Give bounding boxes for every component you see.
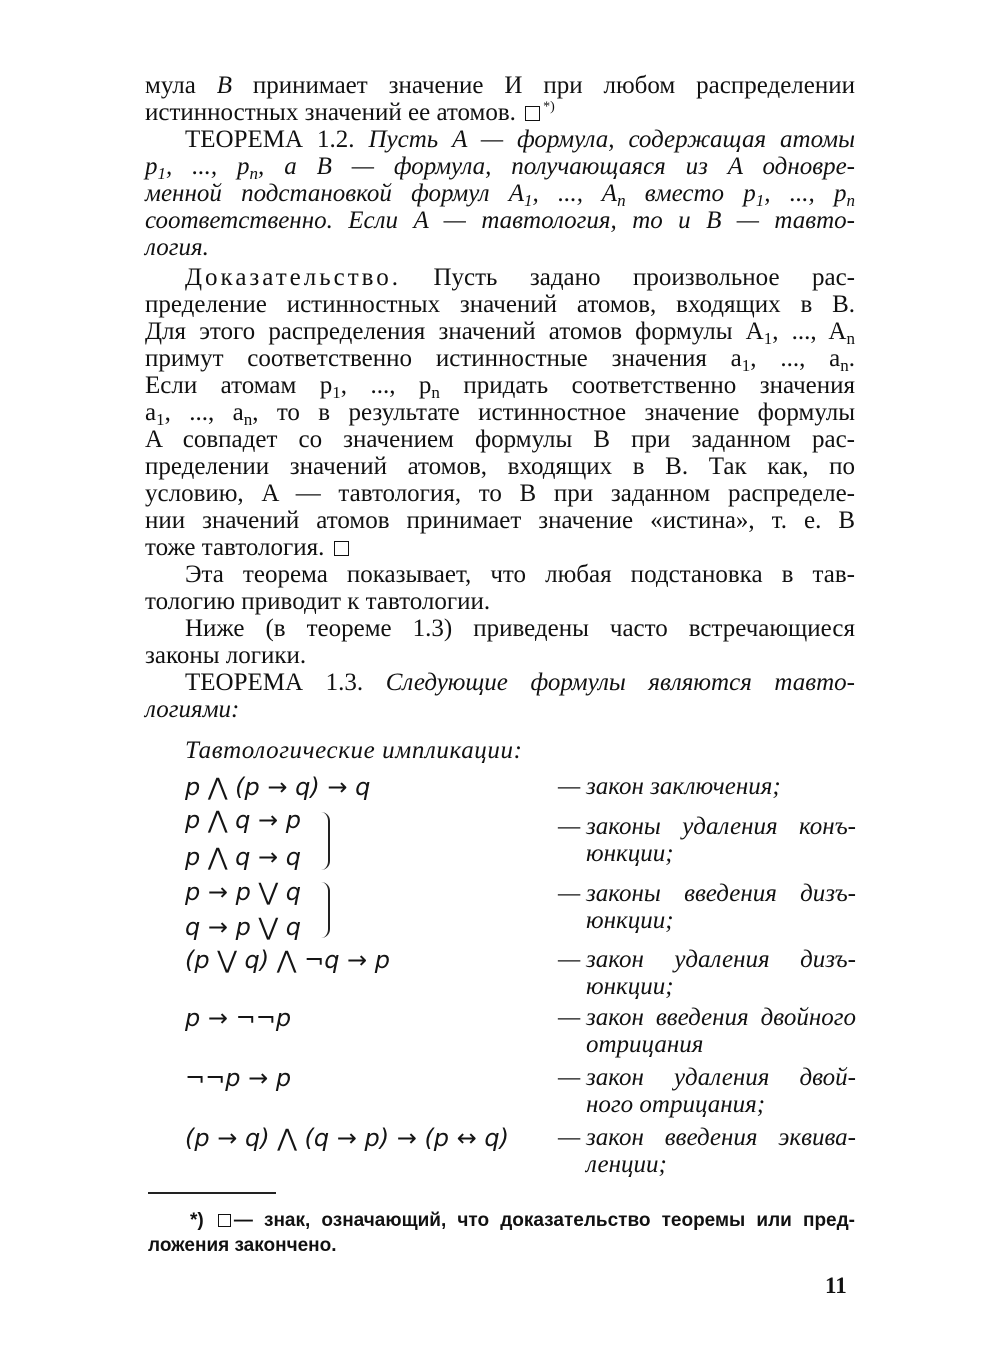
text-line-14: A совпадет со значением формулы B при заданном рас-	[145, 426, 855, 453]
formula-disj-elim: (p ⋁ q) ⋀ ¬q → p	[185, 946, 391, 974]
text-line-12: Если атомам $p_1$, ..., $p_n$ придать соответственно значения	[145, 372, 856, 402]
text-line-4: $p_1$, ..., $p_n$, а B — формула, получающаяся из A одновре-	[145, 153, 855, 183]
section-heading: Тавтологические импликации:	[185, 737, 523, 764]
text-line-16: условию, A — тавтология, то B при заданном распределе-	[145, 480, 855, 507]
text-line-7: логия.	[145, 234, 209, 261]
formula-equiv-intro: (p → q) ⋀ (q → p) → (p ↔ q)	[185, 1124, 509, 1152]
text-line-11: примут соответственно истинностные значения $a_1$, ..., $a_n$.	[145, 345, 855, 375]
formula-modus-ponens: p ⋀ (p → q) → q	[185, 773, 371, 801]
law-disj-elim: — закон удаления дизъ- юнкции;	[558, 946, 856, 1000]
text-line-10: Для этого распределения значений атомов формулы $A_1$, ..., $A_n$	[145, 318, 855, 348]
formula-conj-elim-2: p ⋀ q → q	[185, 843, 302, 871]
text-line-19: Эта теорема показывает, что любая подстановка в тав-	[185, 561, 855, 588]
formula-disj-intro-1: p → p ⋁ q	[185, 878, 302, 906]
law-modus-ponens: — закон заключения;	[558, 773, 781, 800]
qed-box-icon	[218, 1214, 231, 1227]
text-line-24: логиями:	[145, 696, 240, 723]
text-line-6: соответственно. Если A — тавтология, то и B — тавто-	[145, 207, 855, 234]
law-double-neg-elim: — закон удаления двой- ного отрицания;	[558, 1064, 856, 1118]
law-double-neg-intro: — закон введения двойного отрицания	[558, 1004, 856, 1058]
right-brace-icon	[318, 882, 330, 938]
qed-box-icon	[334, 541, 349, 556]
law-conj-elim: — законы удаления конъ- юнкции;	[558, 813, 856, 867]
footnote-rule	[148, 1192, 276, 1194]
text-line-1: мула B принимает значение И при любом распределении	[145, 72, 856, 99]
theorem-1-2-heading: ТЕОРЕМА 1.2. Пусть A — формула, содержащая атомы	[185, 126, 855, 153]
text-line-20: тологию приводит к тавтологии.	[145, 588, 491, 615]
formula-disj-intro-2: q → p ⋁ q	[185, 913, 302, 941]
text-line-5: менной подстановкой формул $A_1$, ..., $A_n$ вместо $p_1$, ..., $p_n$	[145, 180, 855, 210]
footnote-line-2: ложения закончено.	[148, 1235, 337, 1256]
law-disj-intro: — законы введения дизъ- юнкции;	[558, 880, 856, 934]
text-line-2: истинностных значений ее атомов. *)	[145, 99, 555, 126]
qed-box-icon	[525, 106, 540, 121]
formula-double-neg-intro: p → ¬¬p	[185, 1004, 292, 1032]
right-brace-icon	[318, 812, 330, 870]
formula-double-neg-elim: ¬¬p → p	[185, 1064, 292, 1092]
law-equiv-intro: — закон введения эквива- ленции;	[558, 1124, 856, 1178]
text-line-13: $a_1$, ..., $a_n$, то в результате истинностное значение формулы	[145, 399, 855, 429]
page-number: 11	[825, 1273, 847, 1298]
text-line-21: Ниже (в теореме 1.3) приведены часто встречающиеся	[185, 615, 855, 642]
footnote-line-1: *) — знак, означающий, что доказательство теоремы или пред-	[190, 1210, 856, 1231]
text-line-15: пределении значений атомов, входящих в B. Так как, по	[145, 453, 855, 480]
proof-heading: Доказательство. Пусть задано произвольное рас-	[185, 264, 855, 291]
text-line-9: пределение истинностных значений атомов, входящих в B.	[145, 291, 855, 318]
footnote-mark: *)	[543, 99, 555, 115]
theorem-1-3-heading: ТЕОРЕМА 1.3. Следующие формулы являются тавто-	[185, 669, 855, 696]
text-line-17: нии значений атомов принимает значение «истина», т. е. B	[145, 507, 855, 534]
text-line-18: тоже тавтология.	[145, 534, 855, 561]
text-line-22: законы логики.	[145, 642, 307, 669]
formula-conj-elim-1: p ⋀ q → p	[185, 806, 302, 834]
